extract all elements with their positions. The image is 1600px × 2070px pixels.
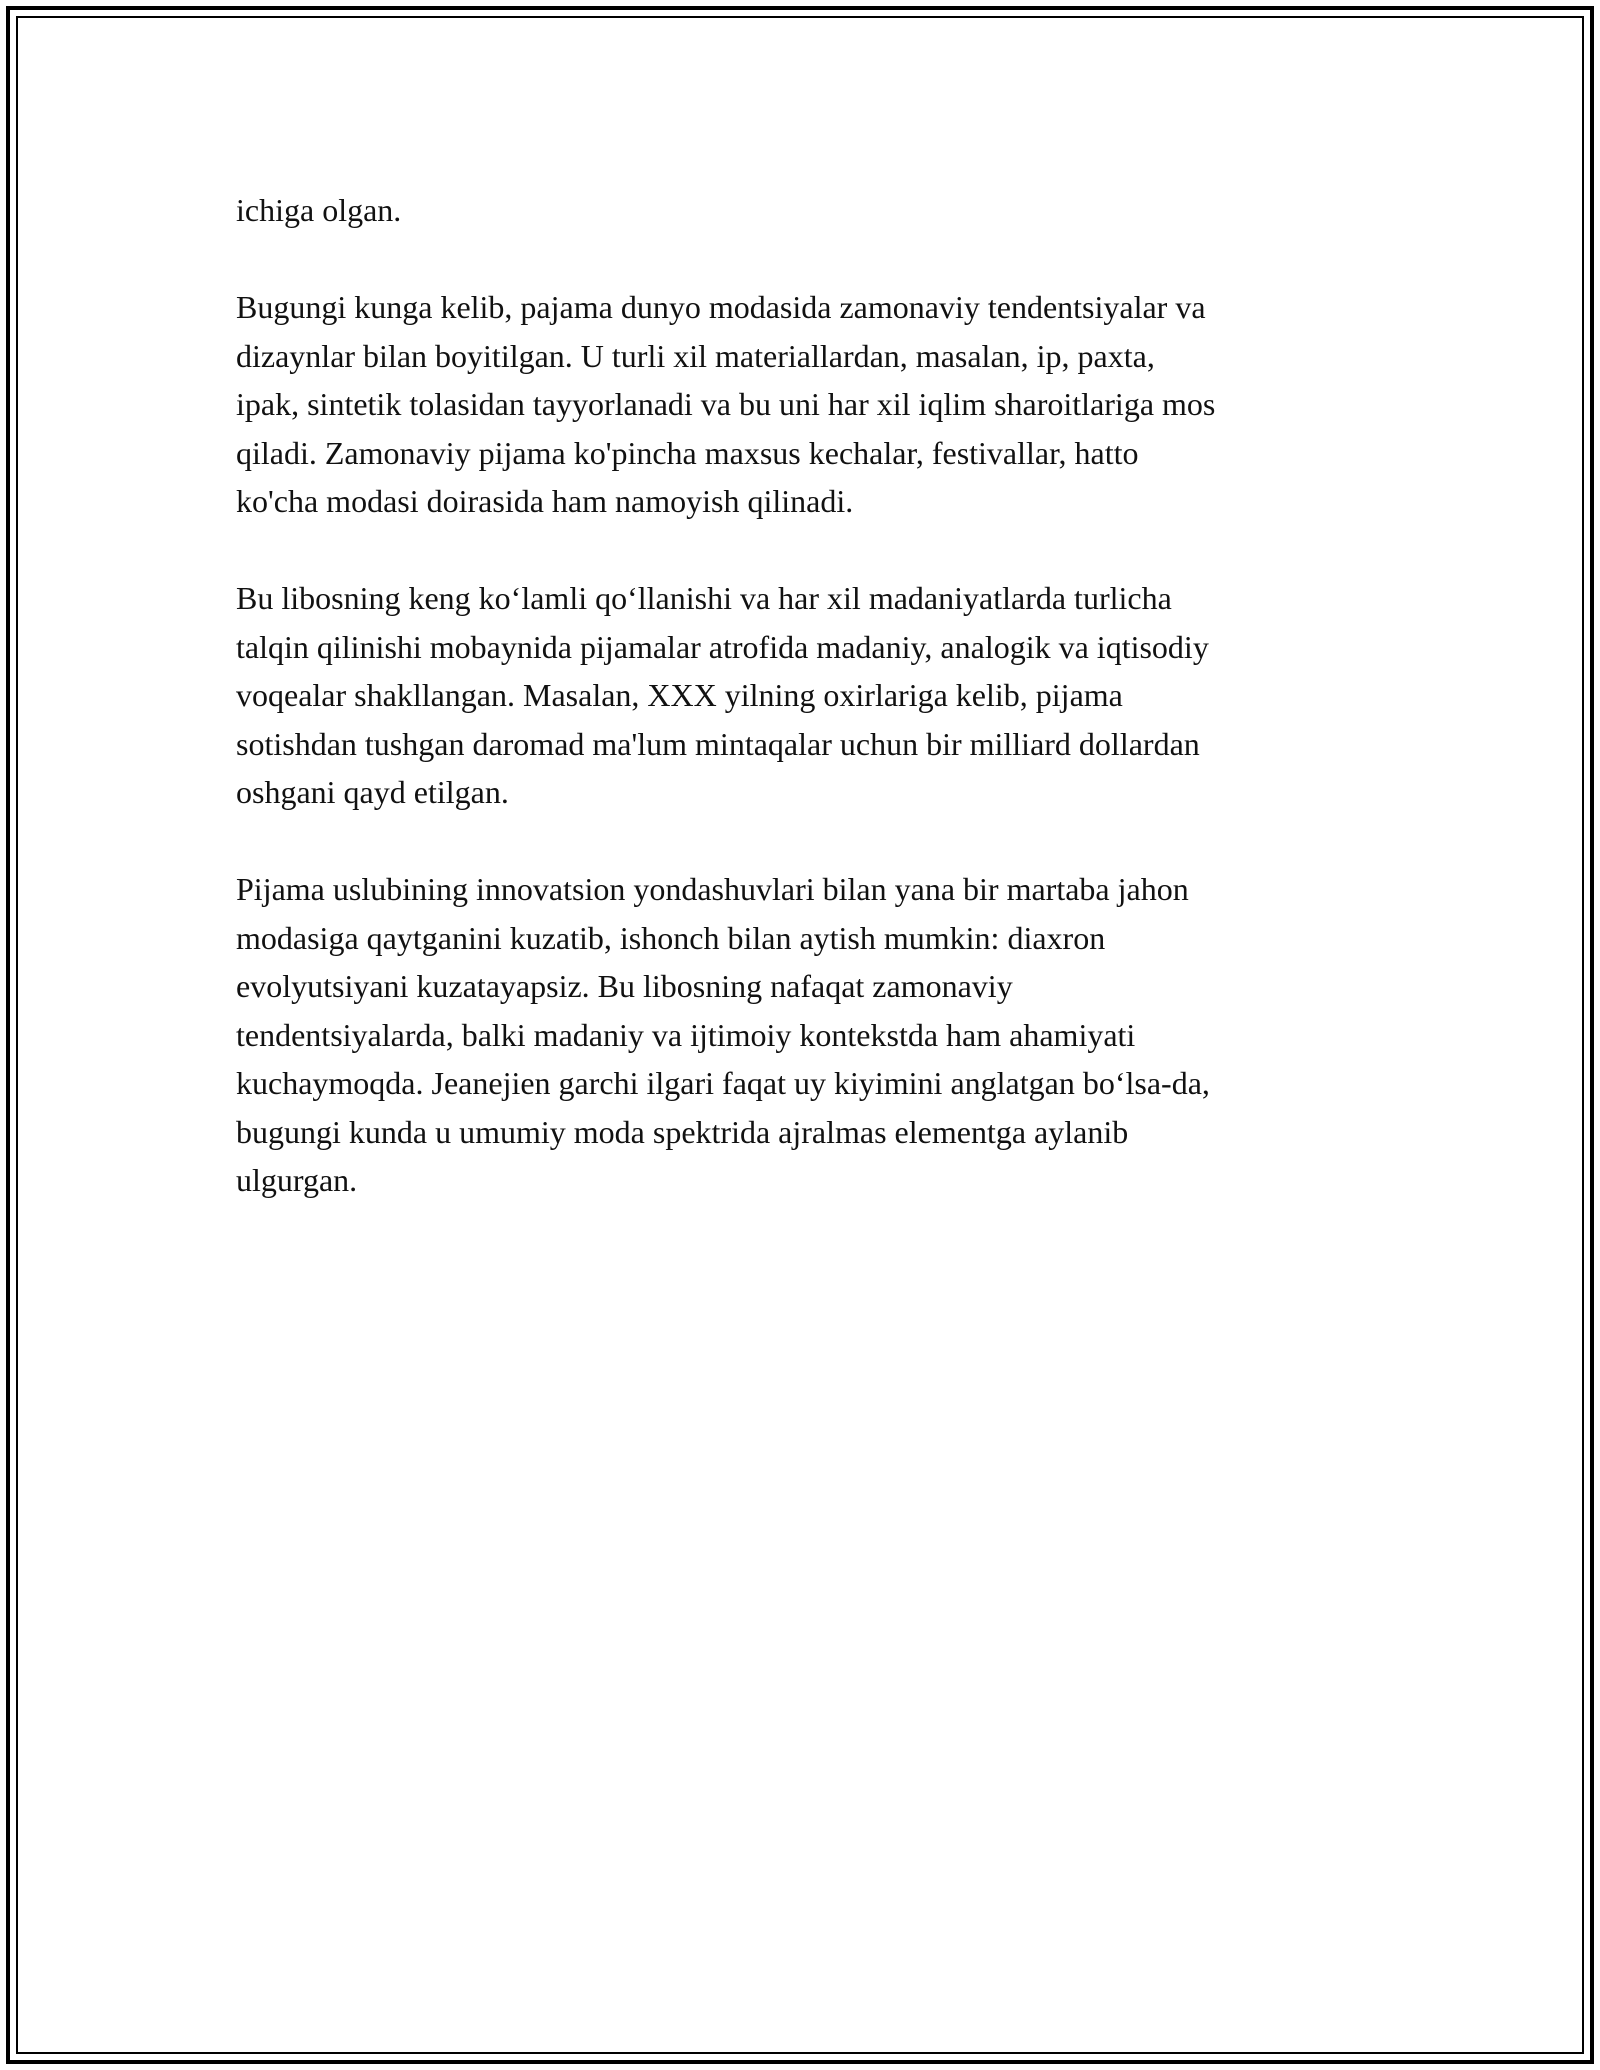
text-line: evolyutsiyani kuzatayapsiz. Bu libosning nafaqat zamonaviy (236, 968, 1013, 1004)
text-line: modasiga qaytganini kuzatib, ishonch bilan aytish mumkin: diaxron (236, 919, 1106, 956)
text-line: bugungi kunda u umumiy moda spektrida ajralmas elementga aylanib (236, 1113, 1129, 1150)
text-line: voqealar shakllangan. Masalan, XXX yilning oxirlariga kelib, pijama (236, 677, 1123, 713)
document-body (236, 186, 1366, 1253)
text-line: Pijama uslubining innovatsion yondashuvlari bilan yana bir martaba jahon (236, 871, 1189, 907)
paragraph-1 (236, 186, 1366, 235)
text-line: Bugungi kunga kelib, pajama dunyo modasida zamonaviy tendentsiyalar va (236, 289, 1206, 325)
text-line: ulgurgan. (236, 1162, 358, 1198)
paragraph-2 (236, 283, 1366, 526)
text-line: ichiga olgan. (236, 192, 402, 228)
text-line: ko'cha modasi doirasida ham namoyish qilinadi. (236, 483, 854, 519)
paragraph-4 (236, 865, 1366, 1205)
paragraph-3 (236, 574, 1366, 817)
text-line: oshgani qayd etilgan. (236, 774, 509, 810)
text-line: Bu libosning keng ko‘lamli qo‘llanishi va har xil madaniyatlarda turlicha (236, 580, 1172, 616)
text-line: talqin qilinishi mobaynida pijamalar atrofida madaniy, analogik va iqtisodiy (236, 628, 1209, 665)
text-line: ipak, sintetik tolasidan tayyorlanadi va bu uni har xil iqlim sharoitlariga mos (236, 386, 1216, 422)
text-line: dizaynlar bilan boyitilgan. U turli xil materiallardan, masalan, ip, paxta, (236, 337, 1155, 374)
text-line: tendentsiyalarda, balki madaniy va ijtimoiy kontekstda ham ahamiyati (236, 1016, 1136, 1053)
text-line: kuchaymoqda. Jeanejien garchi ilgari faqat uy kiyimini anglatgan bo‘lsa-da, (236, 1065, 1210, 1101)
text-line: qiladi. Zamonaviy pijama ko'pincha maxsus kechalar, festivallar, hatto (236, 434, 1139, 471)
text-line: sotishdan tushgan daromad ma'lum mintaqalar uchun bir milliard dollardan (236, 725, 1200, 762)
